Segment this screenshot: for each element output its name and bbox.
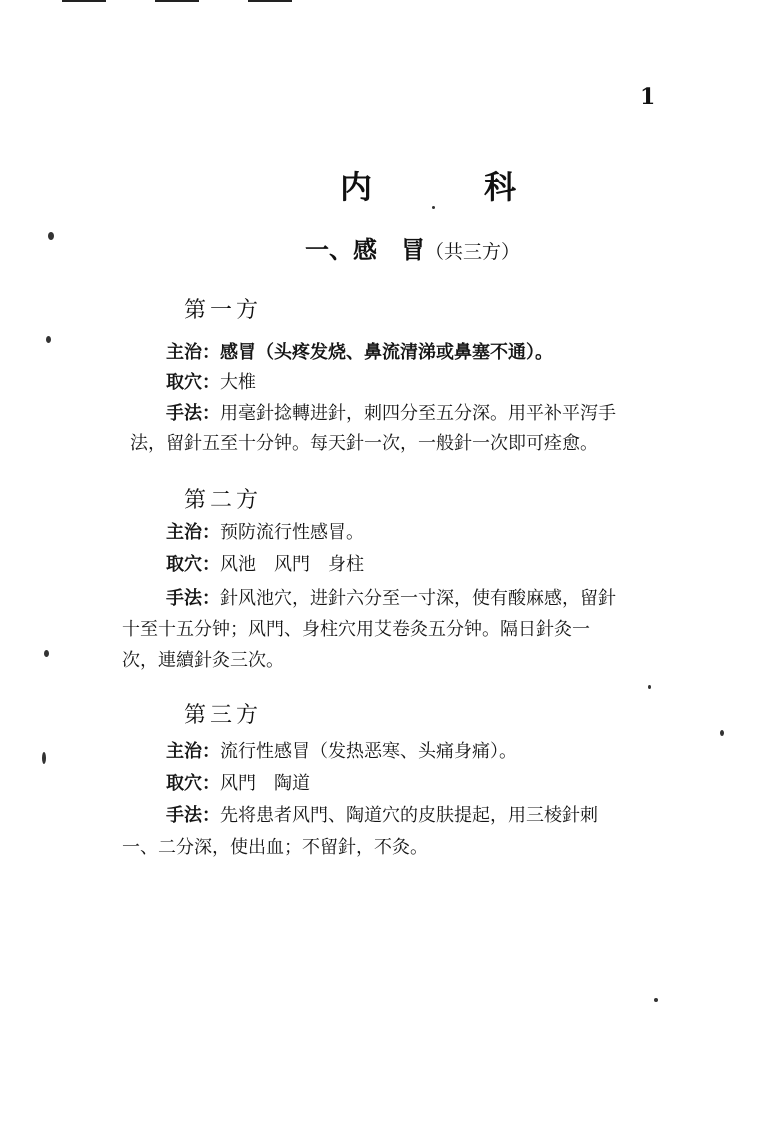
method-label: 手法： (166, 403, 220, 424)
points-text: 风門 陶道 (220, 773, 310, 794)
prescription-heading: 第一方 (184, 298, 263, 323)
prescription-heading: 第二方 (184, 488, 263, 513)
prescription-heading: 第三方 (184, 703, 263, 728)
points-line (166, 554, 364, 576)
indication-line (166, 342, 553, 364)
method-continuation: 法，留針五至十分钟。每天針一次，一般針一次即可痊愈。 (130, 433, 598, 454)
scan-speck (648, 685, 651, 689)
scan-speck (46, 336, 51, 343)
points-line (166, 372, 256, 394)
method-line (166, 805, 598, 827)
indication-line (166, 741, 517, 763)
method-line (166, 403, 616, 425)
page-number: 1 (640, 84, 656, 110)
points-label: 取穴： (166, 554, 220, 575)
points-label: 取穴： (166, 773, 220, 794)
method-continuation: 十至十五分钟；风門、身柱穴用艾卷灸五分钟。隔日針灸一 (122, 619, 590, 640)
top-rule (62, 0, 106, 2)
indication-label: 主治： (166, 342, 220, 363)
method-text: 針风池穴，进針六分至一寸深，使有酸麻感，留針 (220, 588, 616, 609)
top-rule (248, 0, 292, 2)
indication-text: 预防流行性感冒。 (220, 522, 364, 543)
scan-speck (432, 206, 435, 209)
points-label: 取穴： (166, 372, 220, 393)
scan-speck (48, 232, 54, 240)
method-text: 用毫針捻轉进針，刺四分至五分深。用平补平泻手 (220, 403, 616, 424)
indication-text: 感冒（头疼发烧、鼻流清涕或鼻塞不通）。 (220, 342, 553, 363)
method-text: 先将患者风門、陶道穴的皮肤提起，用三棱針刺 (220, 805, 598, 826)
method-label: 手法： (166, 588, 220, 609)
section-title (305, 230, 520, 265)
chapter-title: 内 科 (340, 168, 557, 206)
method-line (166, 588, 616, 610)
points-line (166, 773, 310, 795)
scan-speck (654, 998, 658, 1002)
method-continuation: 次，連續針灸三次。 (122, 650, 284, 671)
section-count: （共三方） (425, 241, 521, 263)
indication-label: 主治： (166, 522, 220, 543)
points-text: 风池 风門 身柱 (220, 554, 364, 575)
method-continuation: 一、二分深，使出血；不留針，不灸。 (122, 837, 428, 858)
scan-speck (42, 752, 46, 764)
method-label: 手法： (166, 805, 220, 826)
indication-text: 流行性感冒（发热恶寒、头痛身痛）。 (220, 741, 517, 762)
indication-line (166, 522, 364, 544)
indication-label: 主治： (166, 741, 220, 762)
top-rule (155, 0, 199, 2)
points-text: 大椎 (220, 372, 256, 393)
scan-speck (720, 730, 724, 736)
scan-speck (44, 650, 49, 657)
section-title-text: 一、感 冒 (305, 235, 425, 264)
